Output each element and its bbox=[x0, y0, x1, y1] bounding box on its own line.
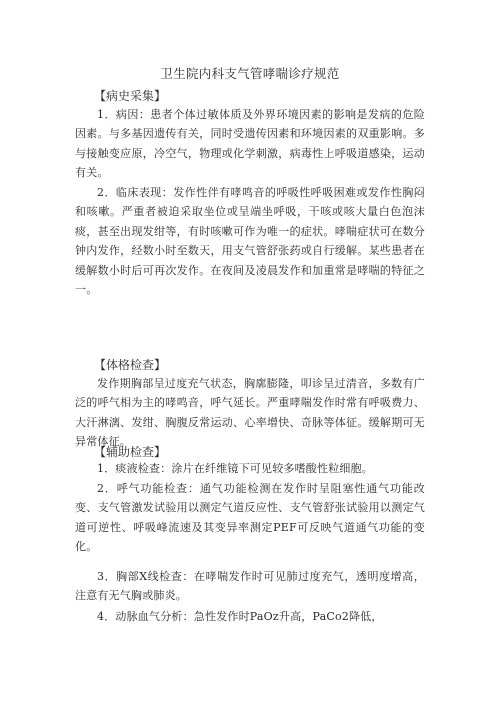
paragraph-sputum-exam: 1．痰液检查：涂片在纤维镜下可见较多嗜酸性粒细胞。 bbox=[97, 462, 373, 475]
section-heading-history: 【病史采集】 bbox=[94, 89, 167, 103]
paragraph-chest-xray: 3．胸部X线检查：在哮喘发作时可见肺过度充气，透明度增高，注意有无气胸或肺炎。 bbox=[75, 570, 425, 603]
document-title: 卫生院内科支气管哮喘诊疗规范 bbox=[160, 66, 340, 81]
paragraph-physical-exam: 发作期胸部呈过度充气状态，胸廓膨隆，叩诊呈过清音，多数有广泛的呼气相为主的哮鸣音，呼气延长。严重哮喘发作时常有呼吸费力、大汗淋漓、发绀、胸腹反常运动、心率增快、奇脉等体征。缓解期可无异常体征。 bbox=[75, 377, 425, 449]
paragraph-etiology: 1．病因：患者个体过敏体质及外界环境因素的影响是发病的危险因素。与多基因遗传有关，同时受遗传因素和环境因素的双重影响。多与接触变应原，冷空气，物理或化学刺激，病毒性上呼吸道感染，运动有关。 bbox=[75, 108, 425, 180]
paragraph-clinical-presentation: 2．临床表现：发作性伴有哮鸣音的呼吸性呼吸困难或发作性胸闷和咳嗽。严重者被迫采取坐位或呈端坐呼吸，干咳或咳大量白色泡沫痰，甚至出现发绀等，有时咳嗽可作为唯一的症状。哮喘症状可在数分钟内发作，经数小时至数天，用支气管舒张药或自行缓解。某些患者在缓解数小时后可再次发作。在夜间及凌晨发作和加重常是哮喘的特征之一。 bbox=[75, 186, 425, 297]
paragraph-blood-gas: 4．动脉血气分析：急性发作时PaOz升高，PaCo2降低， bbox=[97, 610, 383, 623]
paragraph-lung-function: 2．呼气功能检查：通气功能检测在发作时呈阻塞性通气功能改变、支气管激发试验用以测定气道反应性、支气管舒张试验用以测定气道可逆性、呼吸峰流速及其变异率测定PEF可反映气道通气功能的变化。 bbox=[75, 482, 425, 554]
section-heading-auxiliary-exam: 【辅助检查】 bbox=[94, 445, 167, 459]
section-heading-physical-exam: 【体格检查】 bbox=[94, 358, 167, 372]
